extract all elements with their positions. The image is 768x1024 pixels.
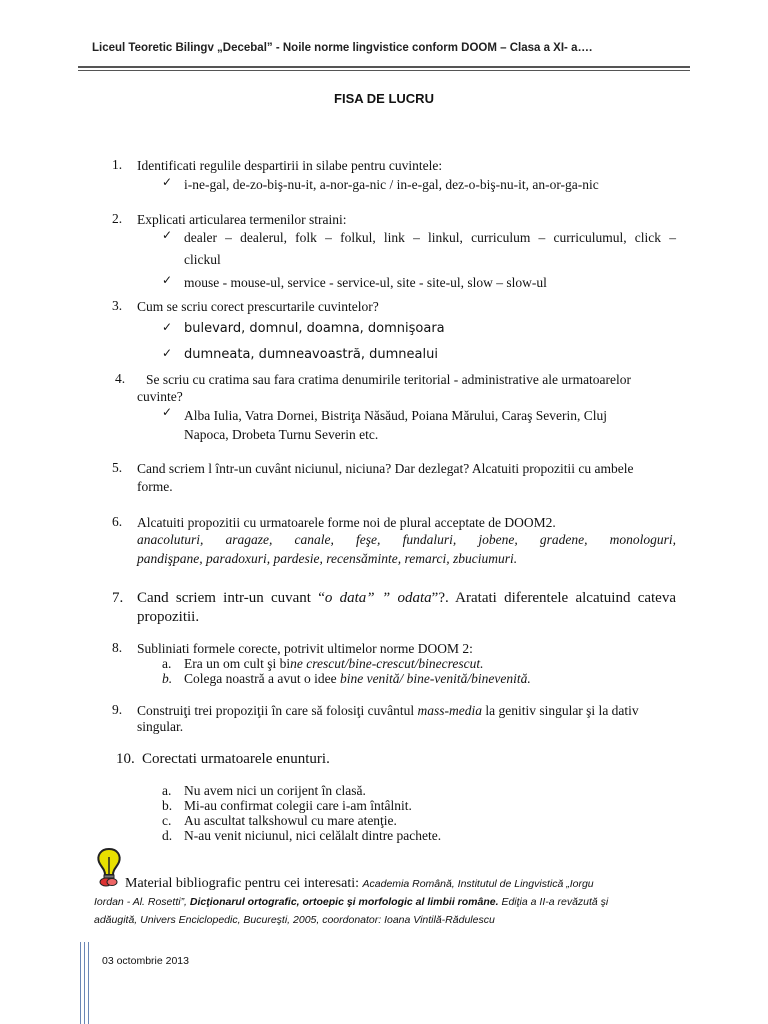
q1-number: 1. [112, 157, 123, 172]
q8-text: Subliniati formele corecte, potrivit ultimelor norme DOOM 2: [137, 641, 473, 656]
q8-a-text: Era un om cult şi bine crescut/bine-crescut/binecrescut. [184, 656, 484, 671]
check-icon: ✓ [162, 228, 173, 242]
q10-item-c-label: c. [162, 813, 172, 828]
q5-text-b: forme. [137, 479, 173, 494]
q10-item-a: Nu avem nici un corijent în clasă. [184, 783, 366, 798]
lightbulb-icon [95, 847, 123, 894]
q10-number: 10. [116, 751, 135, 767]
page-title: FISA DE LUCRU [334, 91, 434, 106]
q6-words-a: anacoluturi, aragaze, canale, feşe, fundaluri, jobene, gradene, monologuri, [137, 532, 676, 547]
q4-text-b: cuvinte? [137, 389, 183, 404]
q3-text: Cum se scriu corect prescurtarile cuvintelor? [137, 299, 379, 314]
q8-b-label: b. [162, 671, 173, 686]
footer-line-3: adăugită, Univers Enciclopedic, Bucureşti, 2005, coordonator: Ioana Vintilă-Rădulescu [94, 914, 495, 926]
footer-line-2: Iordan - Al. Rosetti”, Dicţionarul ortografic, ortoepic şi morfologic al limbii române. Ediţia a II-a revăzută şi [94, 896, 609, 908]
q6-number: 6. [112, 514, 123, 529]
q3-bullet-2: dumneata, dumneavoastră, dumnealui [184, 347, 438, 362]
q2-number: 2. [112, 211, 123, 226]
footer-date: 03 octombrie 2013 [102, 955, 189, 967]
q10-item-d: N-au venit niciunul, nici celălalt dintre pachete. [184, 828, 442, 843]
q6-words-b: pandişpane, paradoxuri, pardesie, recensăminte, remarci, zbuciumuri. [137, 551, 518, 566]
margin-rule [88, 942, 89, 1024]
margin-rule [84, 942, 85, 1024]
q9-text-b: singular. [137, 719, 184, 734]
q10-item-b: Mi-au confirmat colegii care i-am întâlnit. [184, 798, 412, 813]
q7-text-b: propozitii. [137, 609, 200, 625]
q2-bullet-2: mouse - mouse-ul, service - service-ul, site - site-ul, slow – slow-ul [184, 275, 547, 290]
q5-number: 5. [112, 460, 123, 475]
margin-rule [80, 942, 81, 1024]
q10-item-a-label: a. [162, 783, 172, 798]
check-icon: ✓ [162, 175, 173, 189]
q10-item-b-label: b. [162, 798, 173, 813]
q6-text: Alcatuiti propozitii cu urmatoarele forme noi de plural acceptate de DOOM2. [137, 515, 556, 530]
q10-text: Corectati urmatoarele enunturi. [142, 751, 330, 767]
q10-item-c: Au ascultat talkshowul cu mare atenţie. [184, 813, 397, 828]
q1-bullet-1: i-ne-gal, de-zo-biş-nu-it, a-nor-ga-nic / in-e-gal, dez-o-biş-nu-it, an-or-ga-nic [184, 177, 599, 192]
check-icon: ✓ [162, 405, 173, 419]
q3-bullet-1: bulevard, domnul, doamna, domnişoara [184, 321, 445, 336]
q9-number: 9. [112, 702, 123, 717]
check-icon: ✓ [162, 346, 173, 360]
check-icon: ✓ [162, 320, 173, 334]
q8-number: 8. [112, 640, 123, 655]
q1-text: Identificati regulile despartirii in silabe pentru cuvintele: [137, 158, 443, 173]
q10-item-d-label: d. [162, 828, 173, 843]
q4-text-a: Se scriu cu cratima sau fara cratima denumirile teritorial - administrative ale urmatoarelor [146, 372, 632, 387]
q4-bullet-1a: Alba Iulia, Vatra Dornei, Bistriţa Năsăud, Poiana Mărului, Caraş Severin, Cluj [184, 408, 608, 423]
q8-a-label: a. [162, 656, 172, 671]
q2-bullet-1b: clickul [184, 252, 221, 267]
q7-number: 7. [112, 590, 124, 606]
q4-bullet-1b: Napoca, Drobeta Turnu Severin etc. [184, 427, 379, 442]
footer-line-1: Material bibliografic pentru cei interesati: Academia Română, Institutul de Lingvistică „Iorgu [125, 876, 594, 891]
q5-text-a: Cand scriem l într-un cuvânt niciunul, niciuna? Dar dezlegat? Alcatuiti propozitii cu ambele [137, 461, 634, 476]
q8-b-text: Colega noastră a avut o idee bine venită/ bine-venită/binevenită. [184, 671, 531, 686]
check-icon: ✓ [162, 273, 173, 287]
q4-number: 4. [115, 371, 126, 386]
q2-bullet-1a: dealer – dealerul, folk – folkul, link – linkul, curriculum – curriculumul, click – [184, 230, 676, 245]
q7-text: Cand scriem intr-un cuvant “o data” ” odata”?. Aratati diferentele alcatuind cateva [137, 590, 676, 606]
q2-text: Explicati articularea termenilor straini: [137, 212, 347, 227]
header-rule [78, 66, 690, 71]
q9-text: Construiţi trei propoziţii în care să folosiţi cuvântul mass-media la genitiv singular şi la dativ [137, 703, 639, 718]
document-header: Liceul Teoretic Bilingv „Decebal” - Noile norme lingvistice conform DOOM – Clasa a XI- a…. [92, 42, 593, 54]
q3-number: 3. [112, 298, 123, 313]
